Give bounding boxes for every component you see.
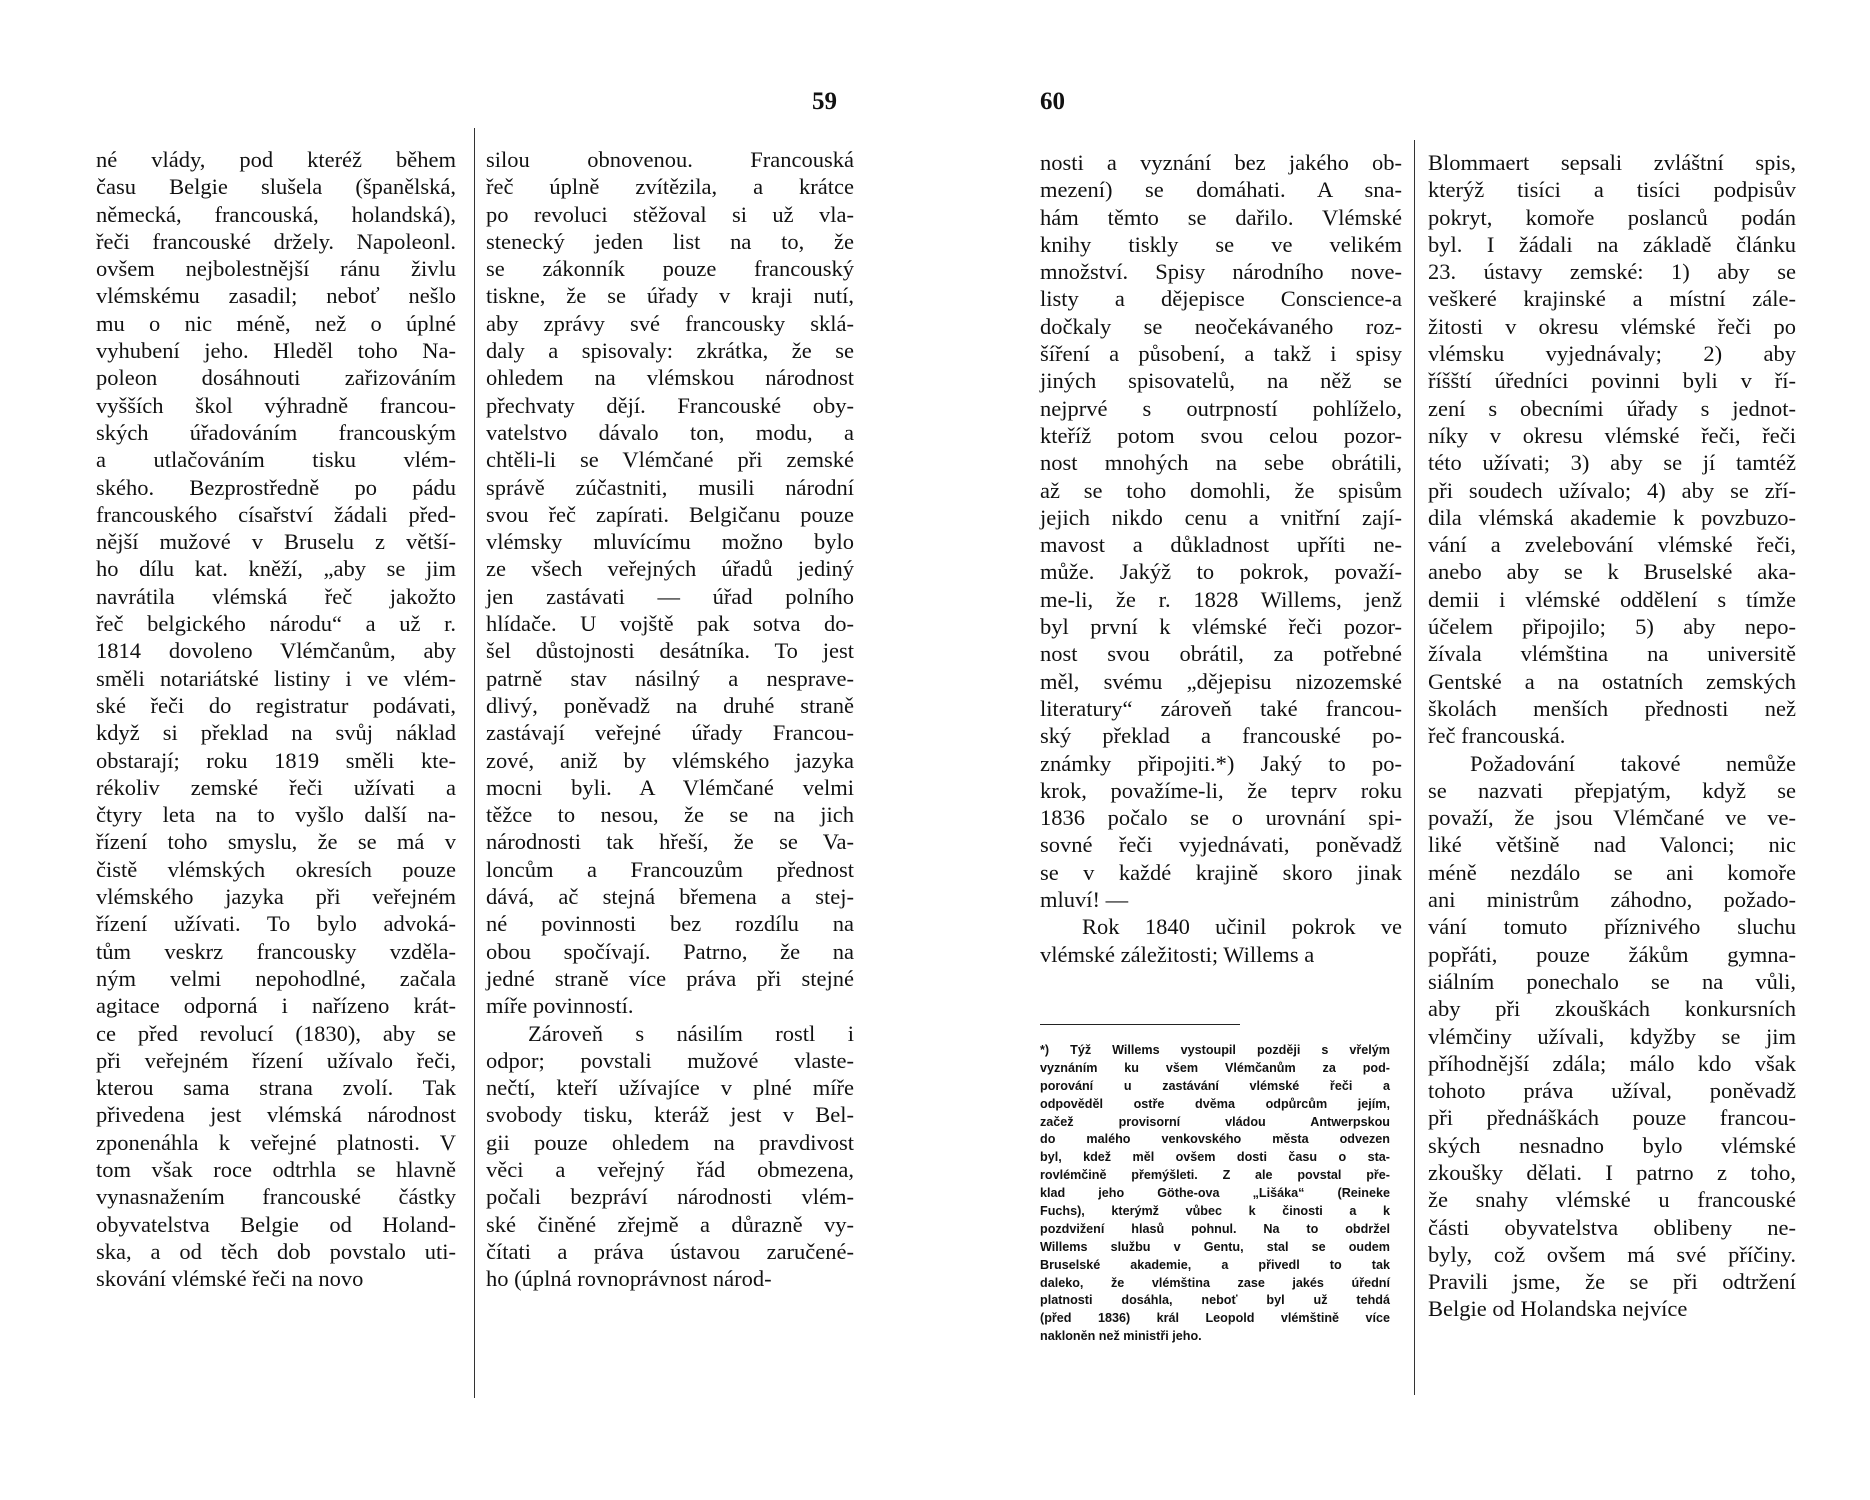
text-line: Belgie od Holandska nejvíce xyxy=(1428,1296,1688,1322)
text-line: mu o nic méně, než o úplné xyxy=(96,310,456,336)
text-line: knihy tiskly se ve velikém xyxy=(1040,231,1402,257)
text-line: vlémsky mluvícímu možno bylo xyxy=(486,529,854,555)
text-line: poleon dosáhnouti zařizováním xyxy=(96,365,456,391)
text-line: ani ministrům záhodno, požado- xyxy=(1428,887,1796,913)
text-line: nečtí, kteří užívajíce v plné míře xyxy=(486,1075,854,1101)
text-line: nejprvé s outrpností pohlíželo, xyxy=(1040,395,1402,421)
text-line: nější mužové v Bruselu z větší- xyxy=(96,529,456,555)
text-line: správě zúčastniti, musili národní xyxy=(486,474,854,500)
text-line: byl první k vlémské řeči pozor- xyxy=(1040,614,1402,640)
text-line: vlémské záležitosti; Willems a xyxy=(1040,941,1315,967)
text-line: vlémskému zasadil; neboť nešlo xyxy=(96,283,456,309)
text-line: nost mnohých na sebe obrátili, xyxy=(1040,450,1402,476)
text-line: níky v okresu vlémské řeči, řeči xyxy=(1428,422,1796,448)
text-line: zové, aniž by vlémského jazyka xyxy=(486,747,854,773)
text-line: ských nesnadno bylo vlémské xyxy=(1428,1132,1796,1158)
text-line: loncům a Francouzům přednost xyxy=(486,856,854,882)
footnote-line: Willems službu v Gentu, stal se oudem xyxy=(1040,1239,1390,1254)
text-line: se zákonník pouze francouský xyxy=(486,256,854,282)
text-line: popřáti, pouze žákům gymna- xyxy=(1428,941,1796,967)
text-line: ho dílu kat. kněží, „aby se jim xyxy=(96,556,456,582)
text-line: chtěli-li se Vlémčané při zemské xyxy=(486,447,854,473)
footnote xyxy=(1040,1042,1390,1346)
text-line: školách menších přednosti než xyxy=(1428,695,1796,721)
text-line: věci a veřejný řád obmezena, xyxy=(486,1156,854,1182)
text-line: odpor; povstali mužové vlaste- xyxy=(486,1047,854,1073)
text-line: skování vlémské řeči na novo xyxy=(96,1266,364,1292)
text-line: mocni byli. A Vlémčané velmi xyxy=(486,774,854,800)
text-line: směli notariátské listiny i ve vlém- xyxy=(96,665,456,691)
text-line: Rok 1840 učinil pokrok ve xyxy=(1082,914,1402,940)
text-line: přivedena jest vlémská národnost xyxy=(96,1102,456,1128)
text-line: se v každé krajině skoro jinak xyxy=(1040,859,1402,885)
footnote-line: (před 1836) král Leopold vlémštině více xyxy=(1040,1311,1390,1326)
footnote-rule xyxy=(1040,1024,1240,1025)
text-line: demii i vlémské oddělení s tímže xyxy=(1428,586,1796,612)
footnote-line: odpověděl ostře dvěma odpůrcům jejím, xyxy=(1040,1096,1390,1111)
text-line: vání tomuto příznivého sluchu xyxy=(1428,914,1796,940)
text-line: ze všech veřejných úřadů jediný xyxy=(486,556,854,582)
text-line: jedné straně více práva při stejné xyxy=(486,965,854,991)
footnote-line: nakloněn než ministři jeho. xyxy=(1040,1329,1202,1344)
text-line: zastávají veřejné úřady Francou- xyxy=(486,720,854,746)
text-line: dila vlémská akademie k povzbuzo- xyxy=(1428,504,1796,530)
text-line: zení s obecními úřady s jednot- xyxy=(1428,395,1796,421)
text-line: této užívati; 3) aby se jí tamtéž xyxy=(1428,450,1796,476)
footnote-line: do malého venkovského města odvezen xyxy=(1040,1132,1390,1147)
text-line: vatelstvo dávalo ton, modu, a xyxy=(486,419,854,445)
text-line: řeč úplně zvítězila, a krátce xyxy=(486,174,854,200)
text-line: čtyry leta na to vyšlo další na- xyxy=(96,802,456,828)
text-line: kterou sama strana zvolí. Tak xyxy=(96,1075,456,1101)
footnote-line: pozdvižení hlasů pohnul. Na to obdržel xyxy=(1040,1221,1390,1236)
text-line: vlémsku vyjednávaly; 2) aby xyxy=(1428,341,1796,367)
text-line: těžce to nesou, že se na jich xyxy=(486,802,854,828)
text-line: mezení) se domáhati. A sna- xyxy=(1040,177,1402,203)
text-line: silou obnovenou. Francouská xyxy=(486,147,854,172)
text-line: kteříž potom svou celou pozor- xyxy=(1040,422,1402,448)
text-line: čistě vlémských okresích pouze xyxy=(96,856,456,882)
text-column-4 xyxy=(1428,149,1796,1323)
text-line: Požadování takové nemůže xyxy=(1470,750,1796,776)
text-line: řeč francouská. xyxy=(1428,723,1566,749)
text-line: sovné řeči vyjednávati, poněvadž xyxy=(1040,832,1402,858)
footnote-line: *) Týž Willems vystoupil později s vřelým xyxy=(1040,1043,1390,1057)
text-line: ského. Bezprostředně po pádu xyxy=(96,474,456,500)
text-line: 1814 dovoleno Vlémčanům, aby xyxy=(96,638,456,664)
text-line: svobody tisku, kteráž jest v Bel- xyxy=(486,1102,854,1128)
text-line: ský překlad a francouské po- xyxy=(1040,723,1402,749)
text-line: 1836 počalo se o urovnání spi- xyxy=(1040,805,1402,831)
text-line: zponenáhla k veřejné platnosti. V xyxy=(96,1129,456,1155)
text-line: nost svou obrátil, za potřebné xyxy=(1040,641,1402,667)
text-line: aby při zkouškách konkursních xyxy=(1428,996,1796,1022)
text-line: řeči francouské držely. Napoleonl. xyxy=(96,228,456,254)
footnote-line: vyznáním ku všem Vlémčanům za pod- xyxy=(1040,1060,1390,1075)
text-line: aby zprávy své francousky sklá- xyxy=(486,310,854,336)
text-line: obyvatelstva Belgie od Holand- xyxy=(96,1211,456,1237)
text-line: ohledem na vlémskou národnost xyxy=(486,365,854,391)
text-line: agitace odporná i nařízeno krát- xyxy=(96,993,456,1019)
text-line: může. Jakýž to pokrok, považí- xyxy=(1040,559,1402,585)
text-line: Pravili jsme, že se při odtržení xyxy=(1428,1269,1796,1295)
text-line: žitosti v okresu vlémské řeči po xyxy=(1428,313,1796,339)
text-line: vyhubení jeho. Hleděl toho Na- xyxy=(96,338,456,364)
text-line: vynasnažením francouské částky xyxy=(96,1184,456,1210)
footnote-line: Bruselské akademie, a přivedl to tak xyxy=(1040,1257,1390,1272)
text-line: dlivý, poněvadž na druhé straně xyxy=(486,692,854,718)
text-line: při přednáškách pouze francou- xyxy=(1428,1105,1796,1131)
text-line: až se toho domohli, že spisům xyxy=(1040,477,1402,503)
text-line: ské řeči do registratur podávati, xyxy=(96,692,456,718)
text-line: byl. I žádali na základě článku xyxy=(1428,231,1796,257)
text-line: mluví! — xyxy=(1040,887,1129,913)
text-line: hlídače. U vojště pak sotva do- xyxy=(486,611,854,637)
text-line: ských úřadováním francouským xyxy=(96,419,456,445)
footnote-line: Fuchs), kterýmž vůbec k činosti a k xyxy=(1040,1204,1390,1219)
text-line: zkoušky dělati. I patrno z toho, xyxy=(1428,1159,1796,1185)
text-line: literatury“ zároveň také francou- xyxy=(1040,695,1402,721)
text-line: mavost a důkladnost upříti ne- xyxy=(1040,532,1402,558)
text-line: Gentské a na ostatních zemských xyxy=(1428,668,1796,694)
text-line: a utlačováním tisku vlém- xyxy=(96,447,456,473)
text-line: méně nezdálo se ani komoře xyxy=(1428,859,1796,885)
text-line: známky připojiti.*) Jaký to po- xyxy=(1040,750,1402,776)
text-line: kterýž tisíci a tisíci podpisův xyxy=(1428,177,1796,203)
text-line: dává, ač stejná břemena a stej- xyxy=(486,884,854,910)
text-line: vlémského jazyka při veřejném xyxy=(96,884,456,910)
text-line: řízení toho smyslu, že se má v xyxy=(96,829,456,855)
text-line: míře povinností. xyxy=(486,993,634,1019)
text-line: krok, považíme-li, že teprv roku xyxy=(1040,777,1402,803)
footnote-line: rovlémčině přemýšleti. Z ale povstal pře- xyxy=(1040,1168,1390,1183)
text-line: žívala vlémština na universitě xyxy=(1428,641,1796,667)
text-line: německá, francouská, holandská), xyxy=(96,201,456,227)
text-line: liké většině nad Valonci; nic xyxy=(1428,832,1796,858)
text-line: jen zastávati — úřad polního xyxy=(486,583,854,609)
text-line: navrátila vlémská řeč jakožto xyxy=(96,583,456,609)
footnote-line: byl, kdež měl ovšem dosti času o sta- xyxy=(1040,1150,1390,1165)
text-line: anebo aby se k Bruselské aka- xyxy=(1428,559,1796,585)
page-number-left: 59 xyxy=(812,88,837,115)
text-line: ské činěné zřejmě a důrazně vy- xyxy=(486,1211,854,1237)
text-line: gii pouze ohledem na pravdivost xyxy=(486,1129,854,1155)
text-line: listy a dějepisce Conscience-a xyxy=(1040,286,1402,312)
text-line: považí, že jsou Vlémčané ve ve- xyxy=(1428,805,1796,831)
text-line: příhodnější zdála; málo kdo však xyxy=(1428,1050,1796,1076)
text-line: tohoto práva užíval, poněvadž xyxy=(1428,1078,1796,1104)
text-line: se nazvati přepjatým, když se xyxy=(1428,777,1796,803)
text-line: ce před revolucí (1830), aby se xyxy=(96,1020,456,1046)
text-line: přechvaty dějí. Francouské oby- xyxy=(486,392,854,418)
text-line: patrně stav násilný a nesprave- xyxy=(486,665,854,691)
text-line: říšští úředníci povinni byli v ří- xyxy=(1428,368,1796,394)
text-line: ovšem nejbolestnější ránu živlu xyxy=(96,256,456,282)
text-line: při soudech užívalo; 4) aby se zří- xyxy=(1428,477,1796,503)
footnote-line: platnosti dosáhla, neboť byl už tehdá xyxy=(1040,1293,1390,1308)
text-column-3 xyxy=(1040,149,1402,968)
text-line: vání a zvelebování vlémské řeči, xyxy=(1428,532,1796,558)
text-line: řeč belgického národu“ a už r. xyxy=(96,611,456,637)
text-column-1 xyxy=(96,146,456,1292)
text-line: šíření a působení, a takž i spisy xyxy=(1040,341,1402,367)
text-line: svou řeč zapírati. Belgičanu pouze xyxy=(486,501,854,527)
text-line: při veřejném řízení užívalo řeči, xyxy=(96,1047,456,1073)
text-line: tom však roce odtrhla se hlavně xyxy=(96,1156,456,1182)
text-line: nosti a vyznání bez jakého ob- xyxy=(1040,150,1402,175)
text-line: když si překlad na svůj náklad xyxy=(96,720,456,746)
text-line: národnosti tak hřeší, že se Va- xyxy=(486,829,854,855)
text-line: času Belgie slušela (španělská, xyxy=(96,174,456,200)
text-line: počali bezpráví národnosti vlém- xyxy=(486,1184,854,1210)
text-line: hám těmto se dařilo. Vlémské xyxy=(1040,204,1402,230)
text-line: jiných spisovatelů, na něž se xyxy=(1040,368,1402,394)
page-number-right: 60 xyxy=(1040,88,1065,115)
text-line: po revoluci stěžoval si už vla- xyxy=(486,201,854,227)
column-divider-left xyxy=(474,128,475,1398)
text-line: obstarají; roku 1819 směli kte- xyxy=(96,747,456,773)
text-line: né vlády, pod kteréž během xyxy=(96,147,456,172)
text-line: části obyvatelstva oblibeny ne- xyxy=(1428,1214,1796,1240)
text-line: né povinnosti bez rozdílu na xyxy=(486,911,854,937)
text-line: vyšších škol výhradně francou- xyxy=(96,392,456,418)
text-line: stenecký jeden list na to, že xyxy=(486,228,854,254)
text-line: veškeré krajinské a místní zále- xyxy=(1428,286,1796,312)
text-line: tům veskrz francousky vzděla- xyxy=(96,938,456,964)
footnote-line: porování u zastávání vlémské řeči a xyxy=(1040,1078,1390,1093)
text-line: tiskne, že se úřady v kraji nutí, xyxy=(486,283,854,309)
text-line: Zároveň s násilím rostl i xyxy=(528,1020,854,1046)
text-line: 23. ústavy zemské: 1) aby se xyxy=(1428,259,1796,285)
text-line: pokryt, komoře poslanců podán xyxy=(1428,204,1796,230)
text-line: siálním ponechalo se na vůli, xyxy=(1428,968,1796,994)
text-line: že snahy vlémské u francouské xyxy=(1428,1187,1796,1213)
text-line: obou spočívají. Patrno, že na xyxy=(486,938,854,964)
footnote-line: daleko, že vlémština zase jakés úřední xyxy=(1040,1275,1390,1290)
text-line: jejich nikdo cenu a vnitřní zají- xyxy=(1040,504,1402,530)
text-line: ho (úplná rovnoprávnost národ- xyxy=(486,1266,772,1292)
text-line: dočkaly se neočekávaného roz- xyxy=(1040,313,1402,339)
footnote-line: klad jeho Göthe-ova „Lišáka“ (Reineke xyxy=(1040,1186,1390,1201)
text-line: měl, svému „dějepisu nizozemské xyxy=(1040,668,1402,694)
text-line: vlémčiny užívali, kdyžby se jim xyxy=(1428,1023,1796,1049)
column-divider-right xyxy=(1414,140,1415,1395)
text-line: francouského císařství žádali před- xyxy=(96,501,456,527)
text-line: me-li, že r. 1828 Willems, jenž xyxy=(1040,586,1402,612)
text-line: Blommaert sepsali zvláštní spis, xyxy=(1428,150,1796,175)
text-column-2 xyxy=(486,146,854,1292)
text-line: rékoliv zemské řeči užívati a xyxy=(96,774,456,800)
text-line: účelem připojilo; 5) aby nepo- xyxy=(1428,614,1796,640)
text-line: byly, což ovšem má své příčiny. xyxy=(1428,1241,1796,1267)
text-line: ným velmi nepohodlné, začala xyxy=(96,965,456,991)
text-line: množství. Spisy národního nove- xyxy=(1040,259,1402,285)
text-line: daly a spisovaly: zkrátka, že se xyxy=(486,338,854,364)
text-line: čítati a práva ústavou zaručené- xyxy=(486,1238,854,1264)
footnote-line: začež provisorní vládou Antwerpskou xyxy=(1040,1114,1390,1129)
text-line: řízení užívati. To bylo advoká- xyxy=(96,911,456,937)
text-line: šel důstojnosti desátníka. To jest xyxy=(486,638,854,664)
text-line: ska, a od těch dob povstalo uti- xyxy=(96,1238,456,1264)
